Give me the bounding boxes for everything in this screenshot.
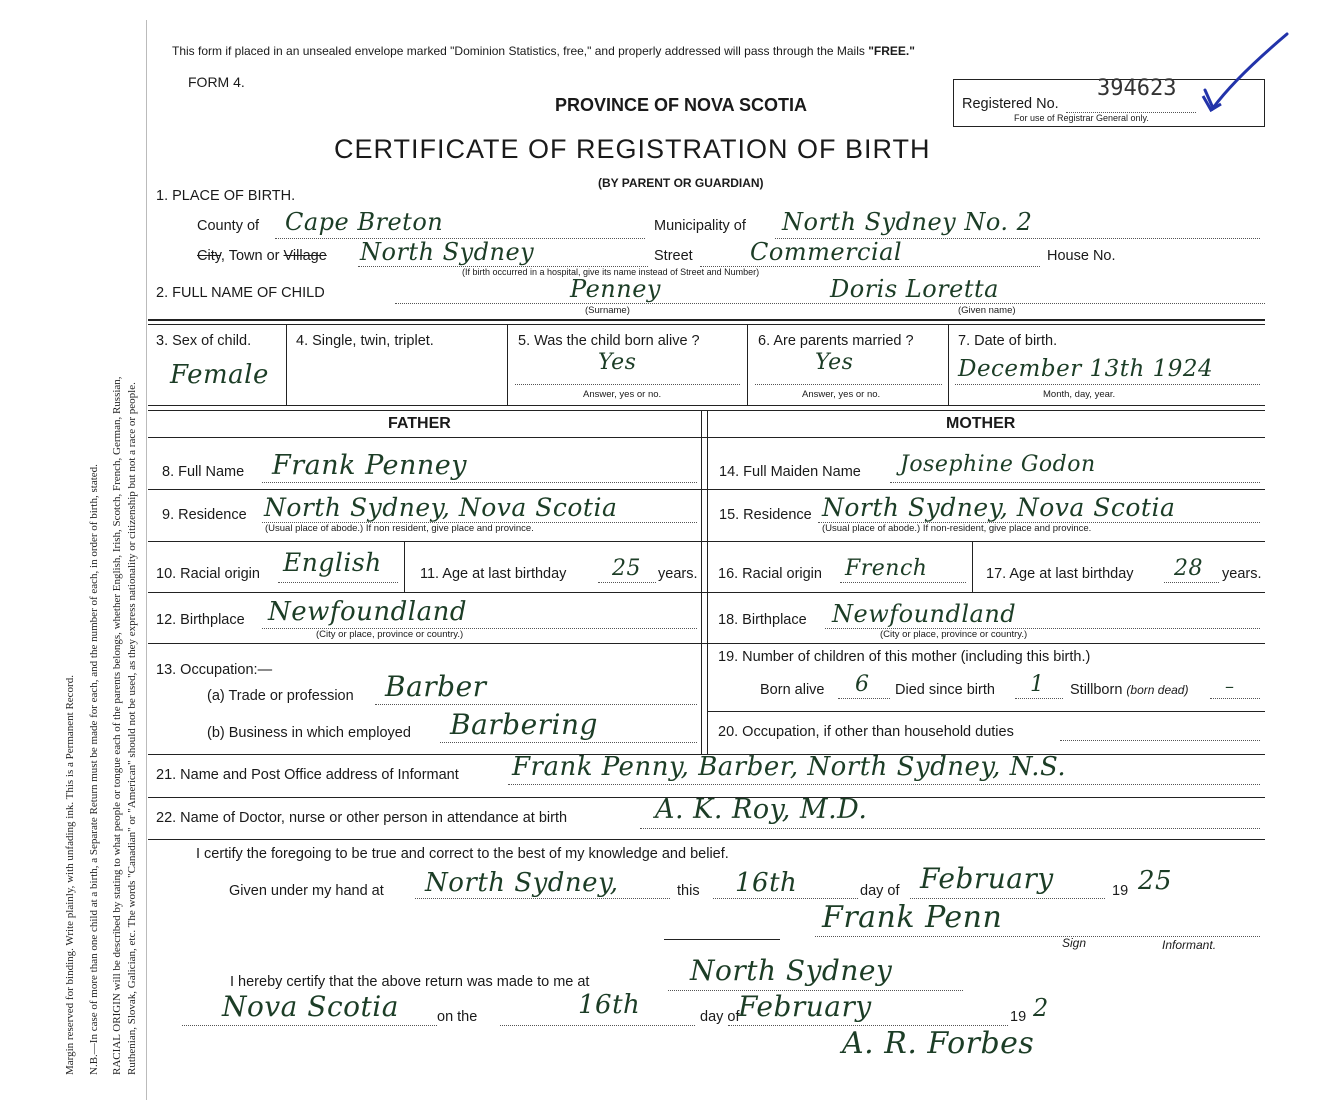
certify-year-prefix: 19: [1112, 883, 1129, 899]
registrar-month-value: February: [738, 990, 872, 1023]
father-years-label: years.: [658, 566, 698, 582]
checkmark-icon: [1195, 28, 1295, 138]
died-count: 1: [1030, 672, 1045, 697]
born-alive-dotline: [838, 698, 890, 699]
registrar-province-dotline: [182, 1025, 437, 1026]
mother-age-label: 17. Age at last birthday: [986, 566, 1134, 582]
this-label: this: [677, 883, 700, 899]
registrar-signature: A. R. Forbes: [842, 1026, 1035, 1061]
born-alive-count-label: Born alive: [760, 682, 825, 698]
father-age-dotline: [598, 582, 656, 583]
informant-value: Frank Penny, Barber, North Sydney, N.S.: [512, 752, 1067, 782]
mother-residence-value: North Sydney, Nova Scotia: [822, 493, 1176, 522]
registrar-year-prefix: 19: [1010, 1009, 1027, 1025]
registrar-note: For use of Registrar General only.: [1014, 113, 1149, 123]
died-label: Died since birth: [895, 682, 995, 698]
child-given-name: Doris Loretta: [830, 275, 999, 303]
signature-short-rule: [664, 939, 780, 940]
mother-name-label: 14. Full Maiden Name: [719, 464, 861, 480]
rule-top: [148, 319, 1265, 321]
street-dotline: [700, 266, 1040, 267]
father-age-label: 11. Age at last birthday: [420, 566, 567, 582]
informant-dotline: [508, 784, 1260, 785]
rule-22: [148, 839, 1265, 840]
mother-racial-value: French: [845, 556, 928, 581]
father-occupation-label: 13. Occupation:—: [156, 662, 273, 678]
hospital-note: (If birth occurred in a hospital, give its name instead of Street and Number): [462, 267, 760, 277]
father-residence-value: North Sydney, Nova Scotia: [264, 493, 618, 522]
child-surname: Penney: [570, 275, 661, 303]
stillborn-dotline: [1210, 698, 1260, 699]
informant-signature: Frank Penn: [822, 900, 1003, 935]
informant-label: 21. Name and Post Office address of Informant: [156, 767, 459, 783]
born-alive-label: 5. Was the child born alive ?: [518, 333, 700, 349]
rule-row3-bottom: [148, 405, 1265, 406]
municipality-label: Municipality of: [654, 218, 746, 234]
died-dotline: [1015, 698, 1063, 699]
doctor-label: 22. Name of Doctor, nurse or other person in attendance at birth: [156, 810, 568, 826]
mother-residence-label: 15. Residence: [719, 507, 812, 523]
trade-value: Barber: [385, 670, 487, 703]
born-alive-value: Yes: [598, 350, 637, 375]
mother-birthplace-label: 18. Birthplace: [718, 612, 807, 628]
father-birthplace-caption: (City or place, province or country.): [316, 629, 464, 640]
alive-dotline: [515, 384, 740, 385]
rule-19: [708, 711, 1265, 712]
municipality-value: North Sydney No. 2: [782, 208, 1033, 236]
certify-month-value: February: [920, 862, 1054, 895]
plurality-label: 4. Single, twin, triplet.: [296, 333, 434, 349]
mail-notice: This form if placed in an unsealed envelope marked "Dominion Statistics, free," and properly addressed will pass through the Mails "FREE.": [172, 44, 915, 58]
business-dotline: [440, 742, 697, 743]
rule-v4: [948, 325, 949, 405]
registered-number: 394623: [1097, 76, 1177, 101]
certificate-title: CERTIFICATE OF REGISTRATION OF BIRTH: [334, 134, 931, 164]
mother-heading: MOTHER: [946, 415, 1016, 432]
county-label: County of: [197, 218, 260, 234]
margin-note-racial-origin-2: Ruthenian, Slovak, Galician, etc. The words "Canadian" or "American" should not be used, as they express nationality or citizenship but not a race or people.: [126, 382, 138, 1075]
certificate-subtitle: (BY PARENT OR GUARDIAN): [598, 176, 764, 190]
rule-v2: [507, 325, 508, 405]
mother-occupation-dotline: [1060, 740, 1260, 741]
date-of-birth-value: December 13th 1924: [958, 356, 1214, 382]
surname-dotline: [395, 303, 855, 304]
father-racial-label: 10. Racial origin: [156, 566, 260, 582]
rule-parents-left: [701, 411, 702, 754]
rule-v1: [286, 325, 287, 405]
margin-rule: [146, 20, 147, 1100]
mother-racial-dotline: [840, 582, 966, 583]
doctor-dotline: [640, 828, 1260, 829]
margin-note-racial-origin: RACIAL ORIGIN will be described by stating to what people or tongue each of the parents belongs, whether English, Irish, Scotch, French, German, Russian,: [111, 376, 123, 1075]
stillborn-count: –: [1225, 676, 1235, 697]
town-value: North Sydney: [360, 238, 535, 266]
place-of-birth-heading: 1. PLACE OF BIRTH.: [156, 188, 296, 204]
mother-birthplace-caption: (City or place, province or country.): [880, 629, 1028, 640]
registrar-day-dotline: [500, 1025, 695, 1026]
given-under-hand-label: Given under my hand at: [229, 883, 384, 899]
mother-residence-caption: (Usual place of abode.) If non-resident, give place and province.: [822, 523, 1092, 534]
rule-16-17: [972, 542, 973, 592]
sex-label: 3. Sex of child.: [156, 333, 252, 349]
father-racial-value: English: [283, 548, 382, 577]
father-birthplace-label: 12. Birthplace: [156, 612, 245, 628]
business-label: (b) Business in which employed: [207, 725, 411, 741]
date-of-birth-label: 7. Date of birth.: [958, 333, 1058, 349]
alive-caption: Answer, yes or no.: [583, 389, 662, 400]
given-name-caption: (Given name): [958, 305, 1016, 316]
certify-statement: I certify the foregoing to be true and correct to the best of my knowledge and belief.: [196, 846, 729, 862]
child-name-label: 2. FULL NAME OF CHILD: [156, 285, 325, 301]
registrar-statement: I hereby certify that the above return was made to me at: [230, 974, 590, 990]
children-count-label: 19. Number of children of this mother (including this birth.): [718, 649, 1091, 665]
stillborn-label: Stillborn (born dead): [1070, 682, 1189, 698]
registered-label: Registered No.: [962, 96, 1059, 112]
mother-birthplace-value: Newfoundland: [832, 600, 1017, 628]
father-name-dotline: [262, 482, 697, 483]
rule-10: [148, 592, 1265, 593]
married-caption: Answer, yes or no.: [802, 389, 881, 400]
mother-age-value: 28: [1174, 556, 1203, 581]
signature-dotline: [815, 936, 1260, 937]
rule-top-2: [148, 324, 1265, 325]
father-heading: FATHER: [388, 415, 451, 432]
business-value: Barbering: [450, 708, 598, 741]
father-residence-label: 9. Residence: [162, 507, 247, 523]
registrar-province-value: Nova Scotia: [222, 990, 399, 1023]
city-town-label: City, Town or Village: [197, 248, 327, 264]
trade-label: (a) Trade or profession: [207, 688, 354, 704]
registrar-day-of-label: day of: [700, 1009, 740, 1025]
sex-value: Female: [170, 360, 269, 390]
mother-occupation-label: 20. Occupation, if other than household duties: [718, 724, 1014, 740]
house-number-label: House No.: [1047, 248, 1116, 264]
dob-dotline: [955, 384, 1260, 385]
mother-racial-label: 16. Racial origin: [718, 566, 822, 582]
county-value: Cape Breton: [285, 208, 444, 236]
form-number: FORM 4.: [188, 74, 245, 90]
registrar-year-value: 2: [1033, 994, 1049, 1022]
street-value: Commercial: [750, 238, 903, 266]
province-heading: PROVINCE OF NOVA SCOTIA: [555, 95, 808, 115]
margin-note-binding: Margin reserved for binding. Write plainly, with unfading ink. This is a Permanent Record.: [64, 675, 76, 1075]
mother-name-value: Josephine Godon: [900, 452, 1096, 477]
given-place-value: North Sydney,: [425, 868, 619, 898]
certify-day-dotline: [713, 898, 858, 899]
certify-day-of-label: day of: [860, 883, 900, 899]
mother-years-label: years.: [1222, 566, 1262, 582]
parents-married-value: Yes: [815, 350, 854, 375]
certify-year-value: 25: [1138, 866, 1173, 896]
on-the-label: on the: [437, 1009, 478, 1025]
rule-parents-head: [148, 437, 1265, 438]
registrar-day-value: 16th: [578, 990, 641, 1020]
surname-caption: (Surname): [585, 305, 630, 316]
rule-parents-right: [707, 411, 708, 754]
dob-caption: Month, day, year.: [1043, 389, 1116, 400]
signature-caption-2: Informant.: [1162, 938, 1217, 952]
father-birthplace-value: Newfoundland: [268, 597, 468, 627]
rule-12: [148, 643, 1265, 644]
parents-married-label: 6. Are parents married ?: [758, 333, 914, 349]
rule-v3: [747, 325, 748, 405]
born-alive-count: 6: [855, 672, 870, 697]
given-dotline: [820, 303, 1265, 304]
mother-name-dotline: [890, 482, 1260, 483]
doctor-value: A. K. Roy, M.D.: [655, 794, 868, 825]
rule-10-11: [404, 542, 405, 592]
registrar-place-value: North Sydney: [690, 954, 893, 987]
father-name-value: Frank Penney: [272, 450, 468, 481]
rule-8: [148, 489, 1265, 490]
rule-9: [148, 541, 1265, 542]
father-name-label: 8. Full Name: [162, 464, 245, 480]
married-dotline: [755, 384, 942, 385]
given-place-dotline: [415, 898, 670, 899]
trade-dotline: [375, 704, 697, 705]
mother-age-dotline: [1164, 582, 1219, 583]
margin-note-multiple-births: N.B.—In case of more than one child at a birth, a Separate Return must be made for each, and the number of each, in order of birth, stated.: [88, 464, 100, 1075]
signature-caption-1: Sign: [1062, 936, 1087, 950]
father-racial-dotline: [278, 582, 398, 583]
father-age-value: 25: [612, 556, 641, 581]
certify-day-value: 16th: [735, 868, 798, 898]
father-residence-caption: (Usual place of abode.) If non resident, give place and province.: [265, 523, 534, 534]
street-label: Street: [654, 248, 693, 264]
certify-month-dotline: [910, 898, 1105, 899]
